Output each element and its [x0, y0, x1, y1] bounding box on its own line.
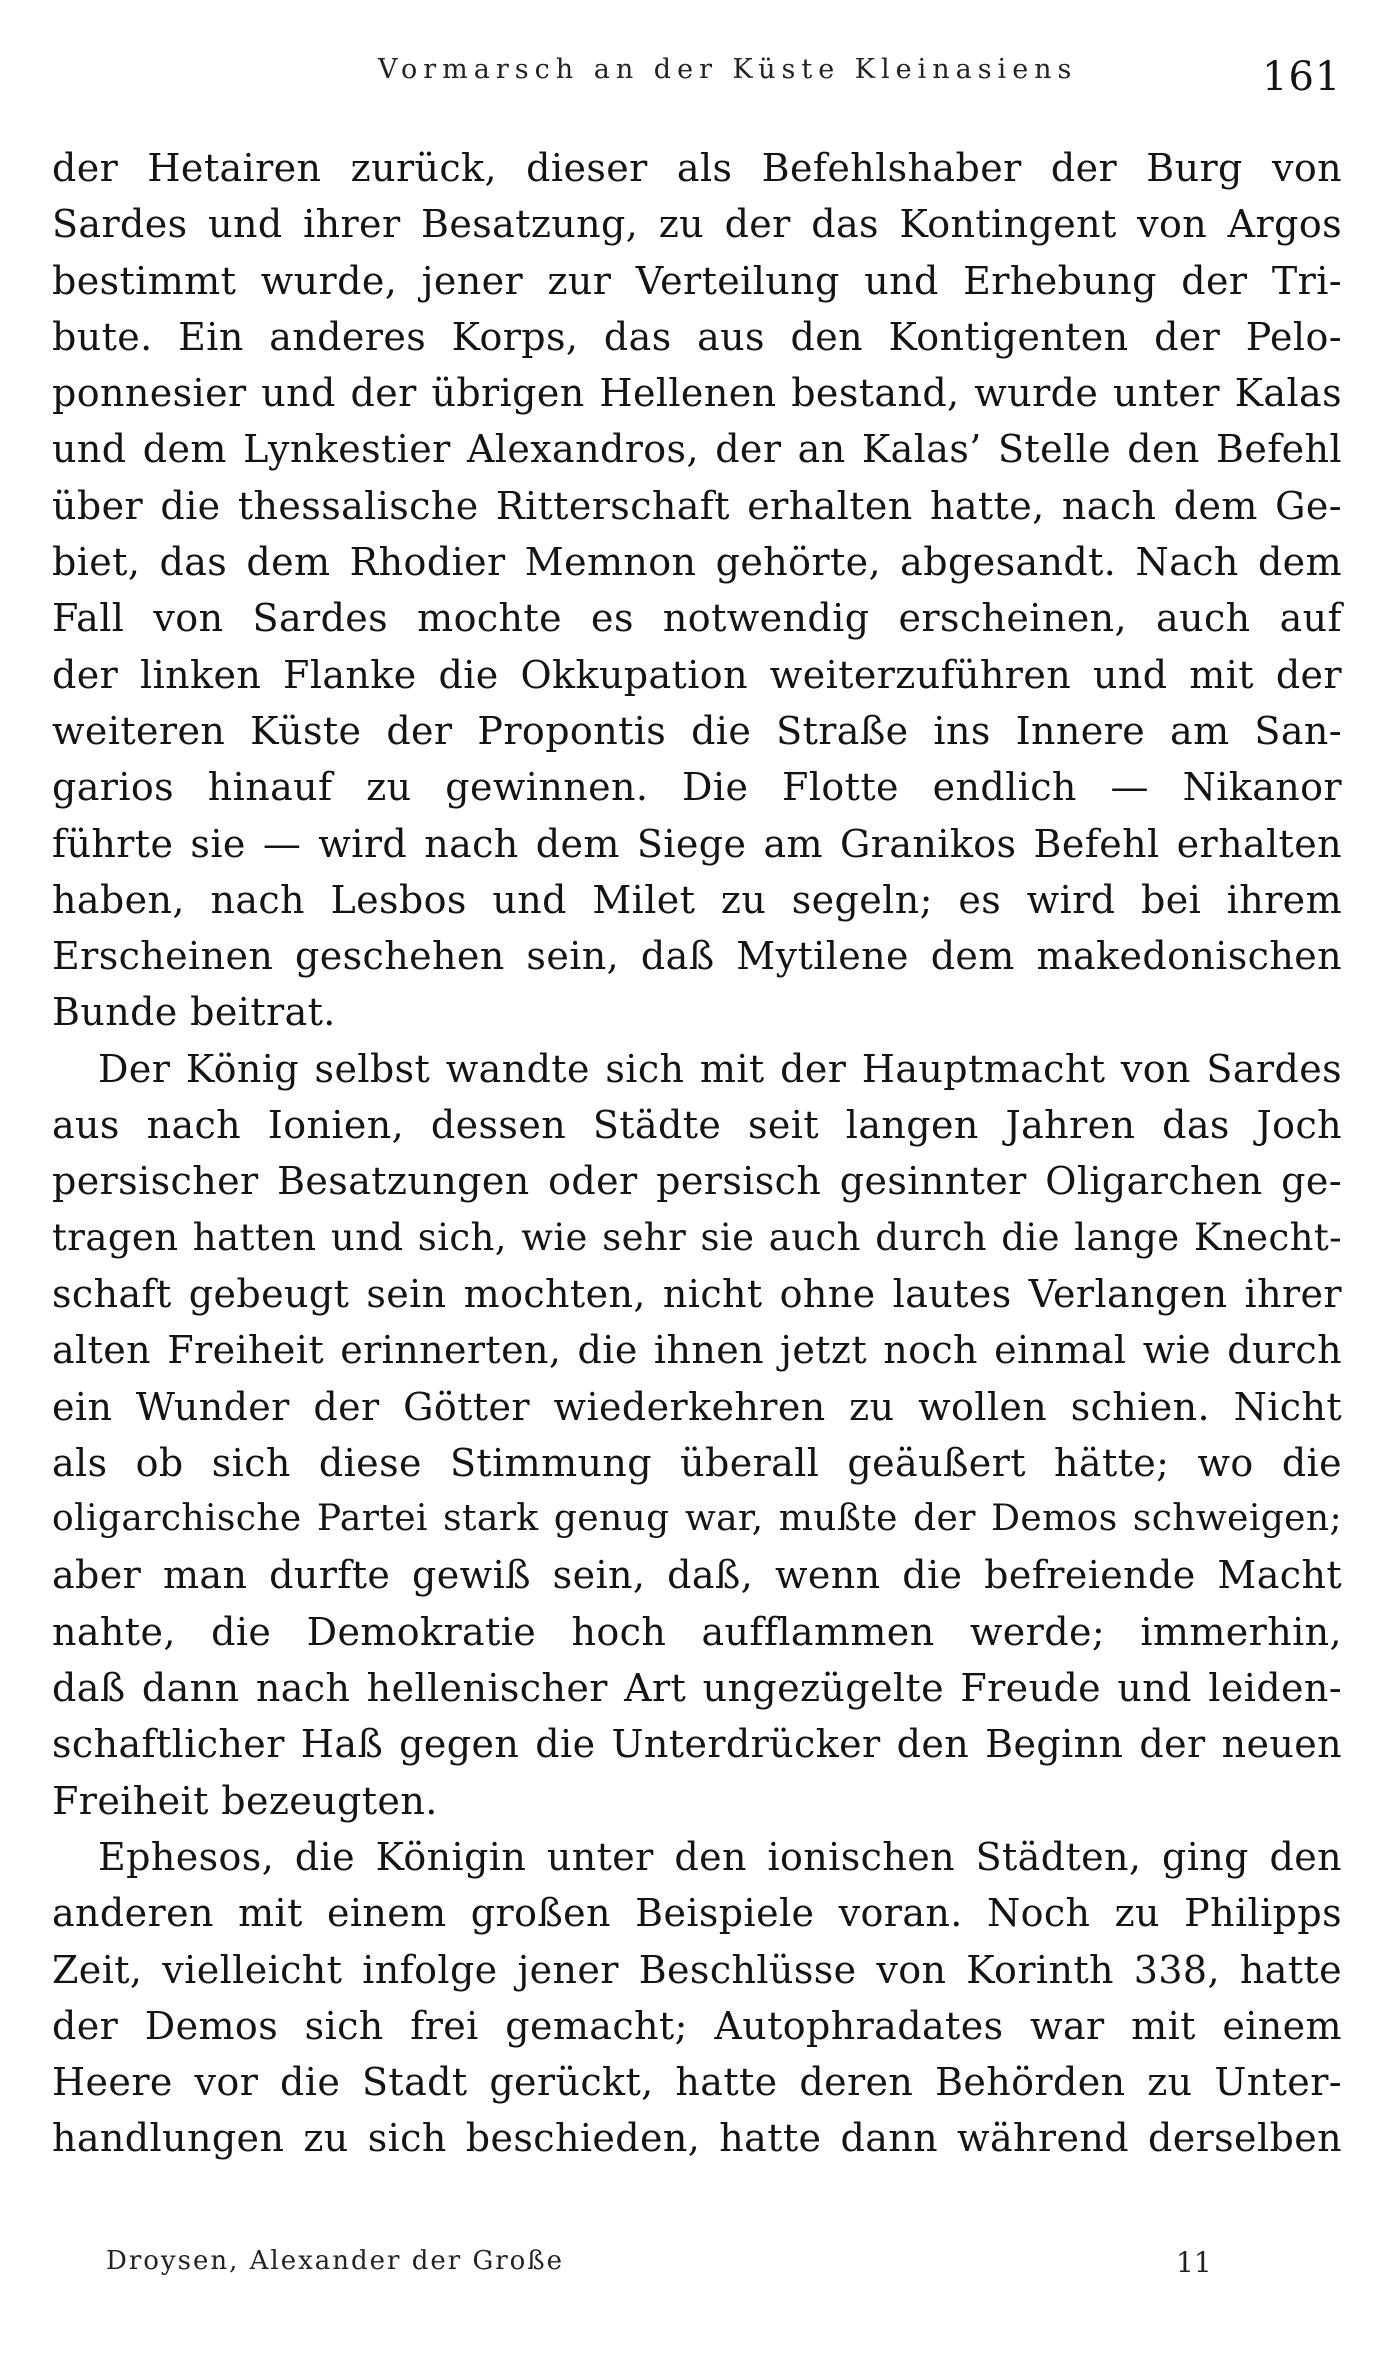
text-line: führte sie — wird nach dem Siege am Granikos Befehl erhalten: [52, 821, 1342, 866]
text-line: Fall von Sardes mochte es notwendig erscheinen, auch auf: [52, 596, 1342, 641]
text-line: Heere vor die Stadt gerückt, hatte deren Behörden zu Unter-: [52, 2060, 1342, 2105]
text-line: aus nach Ionien, dessen Städte seit langen Jahren das Joch: [52, 1103, 1342, 1148]
paragraph-1: [52, 140, 1342, 1041]
text-line: Freiheit bezeugten.: [52, 1778, 438, 1823]
text-line: Ephesos, die Königin unter den ionischen Städten, ging den: [98, 1834, 1342, 1879]
text-line: biet, das dem Rhodier Memnon gehörte, abgesandt. Nach dem: [52, 540, 1342, 585]
text-line: tragen hatten und sich, wie sehr sie auch durch die lange Knecht-: [52, 1215, 1342, 1259]
text-line: oligarchische Partei stark genug war, mußte der Demos schweigen;: [52, 1498, 1342, 1540]
text-line: weiteren Küste der Propontis die Straße ins Innere am San-: [52, 708, 1342, 753]
printer-signature: Droysen, Alexander der Große: [106, 2246, 565, 2276]
text-line: ein Wunder der Götter wiederkehren zu wollen schien. Nicht: [52, 1384, 1342, 1429]
text-line: aber man durfte gewiß sein, daß, wenn die befreiende Macht: [52, 1553, 1342, 1598]
paragraph-3: [52, 1829, 1342, 2167]
text-line: garios hinauf zu gewinnen. Die Flotte endlich — Nikanor: [52, 765, 1342, 810]
text-line: der Demos sich frei gemacht; Autophradates war mit einem: [52, 2003, 1342, 2048]
text-line: der Hetairen zurück, dieser als Befehlshaber der Burg von: [52, 146, 1342, 190]
text-line: bestimmt wurde, jener zur Verteilung und Erhebung der Tri-: [52, 258, 1342, 303]
sheet-number: 11: [1176, 2246, 1212, 2279]
text-line: Bunde beitrat.: [52, 990, 336, 1035]
text-line: handlungen zu sich beschieden, hatte dann während derselben: [52, 2116, 1342, 2161]
text-line: und dem Lynkestier Alexandros, der an Kalas’ Stelle den Befehl: [52, 427, 1342, 472]
text-line: anderen mit einem großen Beispiele voran. Noch zu Philipps: [52, 1891, 1342, 1936]
text-line: persischer Besatzungen oder persisch gesinnter Oligarchen ge-: [52, 1159, 1342, 1204]
text-line: schaftlicher Haß gegen die Unterdrücker den Beginn der neuen: [52, 1722, 1342, 1767]
text-line: alten Freiheit erinnerten, die ihnen jetzt noch einmal wie durch: [52, 1328, 1342, 1373]
body-text: [52, 140, 1342, 2167]
running-title: Vormarsch an der Küste Kleinasiens: [378, 54, 1078, 85]
text-line: haben, nach Lesbos und Milet zu segeln; es wird bei ihrem: [52, 877, 1342, 922]
text-line: Erscheinen geschehen sein, daß Mytilene dem makedonischen: [52, 934, 1342, 979]
text-line: daß dann nach hellenischer Art ungezügelte Freude und leiden-: [52, 1666, 1342, 1711]
text-line: ponnesier und der übrigen Hellenen bestand, wurde unter Kalas: [52, 371, 1342, 416]
text-line: Sardes und ihrer Besatzung, zu der das Kontingent von Argos: [52, 202, 1342, 247]
text-line: bute. Ein anderes Korps, das aus den Kontigenten der Pelo-: [52, 314, 1342, 359]
text-line: schaft gebeugt sein mochten, nicht ohne lautes Verlangen ihrer: [52, 1271, 1342, 1316]
text-line: Der König selbst wandte sich mit der Hauptmacht von Sardes: [98, 1046, 1342, 1091]
text-line: nahte, die Demokratie hoch aufflammen werde; immerhin,: [52, 1609, 1342, 1654]
text-line: über die thessalische Ritterschaft erhalten hatte, nach dem Ge-: [52, 483, 1342, 528]
page-number: 161: [1262, 54, 1342, 100]
text-line: als ob sich diese Stimmung überall geäußert hätte; wo die: [52, 1440, 1342, 1485]
paragraph-2: [52, 1041, 1342, 1829]
text-line: der linken Flanke die Okkupation weiterzuführen und mit der: [52, 652, 1342, 697]
text-line: Zeit, vielleicht infolge jener Beschlüsse von Korinth 338, hatte: [52, 1947, 1342, 1992]
